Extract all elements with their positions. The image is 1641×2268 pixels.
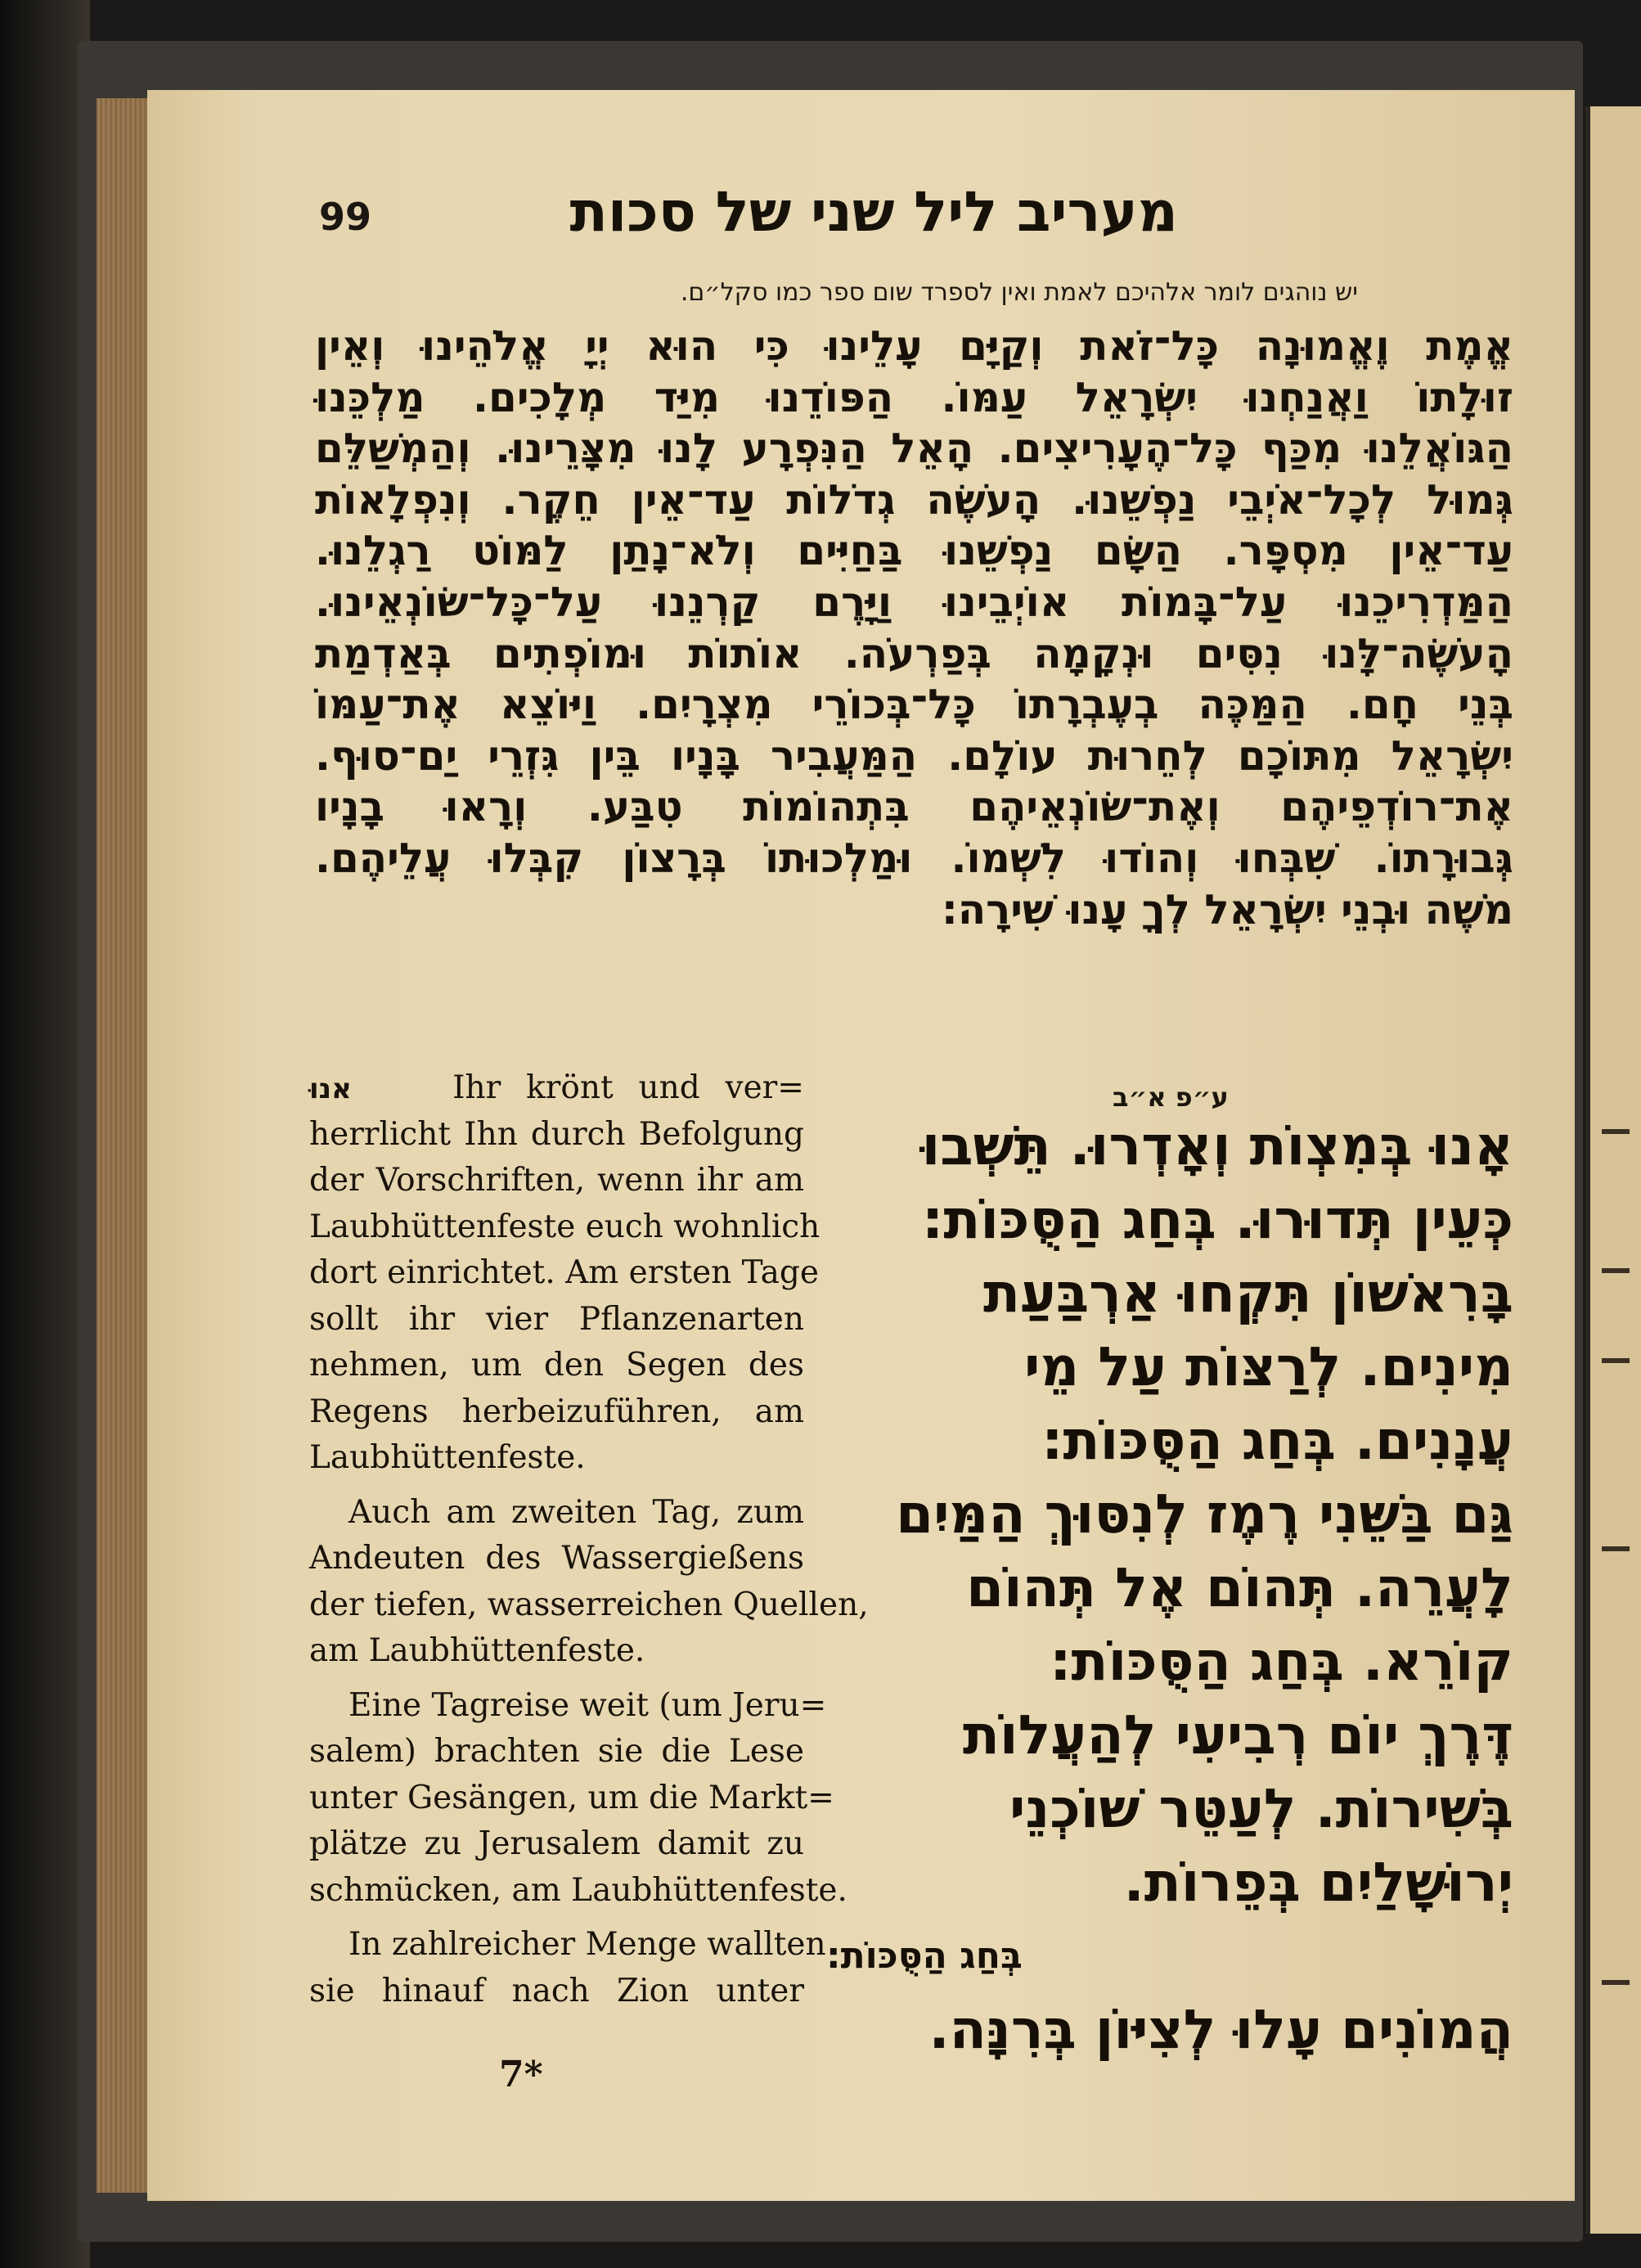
piyyut-line: יְרוּשָׁלַיִם בְּפֵרוֹת. (1123, 1851, 1513, 1914)
translation-line: am Laubhüttenfeste. (309, 1632, 645, 1669)
translation-line: sie hinauf nach Zion unter (309, 1972, 804, 2009)
piyyut-refrain: בְּחַג הַסֻּכּוֹת: (826, 1935, 1023, 1977)
prayer-text (315, 321, 1513, 935)
translation-line: der Vorschriften, wenn ihr am (309, 1162, 804, 1199)
piyyut-line: הֲמוֹנִים עָלוּ לְצִיּוֹן בְּרִנָּה. (928, 1998, 1513, 2061)
piyyut-line: כְּעֵין תְּדוּרוּ. בְּחַג הַסֻּכּוֹת: (921, 1188, 1513, 1251)
piyyut-line: מִינִים. לְרַצּוֹת עַל מֵי (1024, 1335, 1513, 1398)
piyyut-line: גַּם בַּשֵּׁנִי רֶמֶז לְנִסּוּךְ הַמַּיִם (896, 1483, 1513, 1546)
translation-paragraph (309, 1922, 826, 2014)
translation-line: Laubhüttenfeste. (309, 1439, 586, 1476)
prayer-line: יִשְׂרָאֵל מִתּוֹכָם לְחֵרוּת עוֹלָם. הַמַּעֲבִיר בָּנָיו בֵּין גִּזְרֵי יַם־סוּף. (315, 731, 1513, 780)
translation-line: Laubhüttenfeste euch wohnlich (309, 1208, 820, 1245)
prayer-line: הַגּוֹאֲלֵנוּ מִכַּף כָּל־הֶעָרִיצִים. הָאֵל הַנִּפְרָע לָנוּ מִצָּרֵינוּ. וְהַמְשַׁלֵּם (315, 425, 1513, 473)
rubric-instruction: יש נוהגים לומר אלהיכם לאמת ואין לספרד שום ספר כמו סקל״ם. (680, 278, 1358, 307)
translation-line: unter Gesängen, um die Markt= (309, 1779, 834, 1816)
prayer-line: בְּנֵי חָם. הַמַּכֶּה בְעֶבְרָתוֹ כָּל־בְּכוֹרֵי מִצְרָיִם. וַיּוֹצֵא אֶת־עַמּוֹ (315, 681, 1513, 729)
piyyut-line: לָעֲרֵה. תְּהוֹם אֶל תְּהוֹם (966, 1556, 1513, 1619)
prayer-line: אֱמֶת וֶאֱמוּנָה כָּל־זֹאת וְקַיָּם עָלֵינוּ כִּי הוּא יְיָ אֱלֹהֵינוּ וְאֵין (315, 322, 1513, 370)
translation-line: Andeuten des Wassergießens (309, 1540, 804, 1577)
translation-line-text: Ihr krönt und ver= (452, 1069, 804, 1106)
translation-line: Eine Tagreise weit (um Jeru= (348, 1686, 827, 1724)
prayer-line: מֹשֶׁה וּבְנֵי יִשְׂרָאֵל לְךָ עָנוּ שִׁירָה: (941, 885, 1513, 934)
translation-line: Regens herbeizuführen, am (309, 1393, 804, 1430)
translation-line: sollt ihr vier Pflanzenarten (309, 1300, 804, 1338)
translation-line: salem) brachten sie die Lese (309, 1733, 804, 1770)
translation-paragraph (309, 1490, 869, 1675)
translation-line: dort einrichtet. Am ersten Tage (309, 1254, 819, 1291)
page-number: 99 (319, 195, 372, 239)
translation-line (309, 1065, 804, 1112)
prayer-line: עַד־אֵין מִסְפָּר. הַשָּׂם נַפְשֵׁנוּ בַּחַיִּים וְלֹא־נָתַן לַמּוֹט רַגְלֵנוּ. (315, 527, 1513, 575)
piyyut-label: ע״פ א״ב (1113, 1082, 1229, 1113)
piyyut-text (826, 1109, 1513, 2067)
prayer-line: גְּמוּל לְכָל־אֹיְבֵי נַפְשֵׁנוּ. הָעֹשֶׂה גְדֹלוֹת עַד־אֵין חֵקֶר. וְנִפְלָאוֹת (315, 475, 1513, 524)
german-translation (309, 1065, 869, 2023)
prayer-line: הַמַּדְרִיכֵנוּ עַל־בָּמוֹת אוֹיְבֵינוּ וַיָּרֶם קַרְנֵנוּ עַל־כָּל־שׂוֹנְאֵינוּ. (315, 578, 1513, 626)
prayer-line: זוּלָתוֹ וַאֲנַחְנוּ יִשְׂרָאֵל עַמּוֹ. הַפּוֹדֵנוּ מִיַּד מְלָכִים. מַלְכֵּנוּ (315, 373, 1513, 421)
translation-line: der tiefen, wasserreichen Quellen, (309, 1586, 869, 1623)
page-title: מעריב ליל שני של סכות (569, 180, 1178, 245)
translation-line: In zahlreicher Menge wallten (348, 1926, 826, 1963)
piyyut-line: דֶּרֶךְ יוֹם רְבִיעִי לְהַעֲלוֹת (962, 1703, 1513, 1766)
signature-mark: 7* (499, 2054, 543, 2095)
translation-paragraph (309, 1065, 820, 1482)
prayer-line: גְּבוּרָתוֹ. שִׁבְּחוּ וְהוֹדוּ לִשְׁמוֹ. וּמַלְכוּתוֹ בְּרָצוֹן קִבְּלוּ עֲלֵיהֶם. (315, 834, 1513, 882)
translation-line: schmücken, am Laubhüttenfeste. (309, 1871, 847, 1909)
piyyut-line: אָנוּ בְּמִצְוֹת וְאָדְרוּ. תֵּשְׁבוּ (921, 1114, 1513, 1177)
piyyut-line: בְּשִׁירוֹת. לְעַטֵּר שׁוֹכְנֵי (1009, 1777, 1513, 1840)
piyyut-line: בָּרִאשׁוֹן תִּקְחוּ אַרְבַּעַת (982, 1262, 1513, 1325)
prayer-line: אֶת־רוֹדְפֵיהֶם וְאֶת־שׂוֹנְאֵיהֶם בִּתְהוֹמוֹת טִבַּע. וְרָאוּ בָנָיו (315, 783, 1513, 831)
translation-line: nehmen, um den Segen des (309, 1347, 804, 1384)
translation-paragraph (309, 1683, 847, 1915)
translation-line: plätze zu Jerusalem damit zu (309, 1825, 804, 1862)
prayer-line: הָעֹשֶׂה־לָּנוּ נִסִּים וּנְקָמָה בְּפַרְעֹה. אוֹתוֹת וּמוֹפְתִים בְּאַדְמַת (315, 629, 1513, 677)
translation-line: Auch am zweiten Tag, zum (348, 1493, 804, 1531)
piyyut-line: קוֹרֵא. בְּחַג הַסֻּכּוֹת: (1050, 1630, 1513, 1693)
translation-line: herrlicht Ihn durch Befolgung (309, 1115, 804, 1153)
piyyut-line: עֲנָנִים. בְּחַג הַסֻּכּוֹת: (1041, 1409, 1513, 1472)
catchword: אנוּ (309, 1073, 352, 1105)
